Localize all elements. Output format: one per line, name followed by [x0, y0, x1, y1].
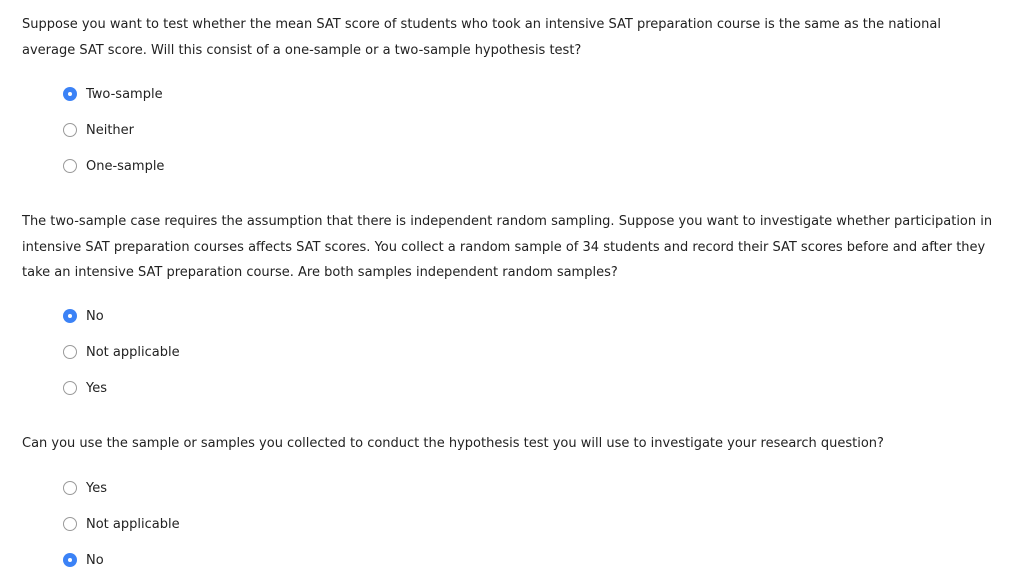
option-label: Yes — [86, 480, 107, 496]
option-label: Not applicable — [86, 516, 180, 532]
option-neither[interactable] — [63, 112, 463, 148]
option-yes[interactable] — [63, 470, 463, 506]
question-2-options — [63, 298, 463, 406]
radio-unselected-icon[interactable] — [63, 123, 77, 137]
option-not-applicable[interactable] — [63, 334, 463, 370]
radio-unselected-icon[interactable] — [63, 159, 77, 173]
option-label: Two-sample — [86, 86, 163, 102]
question-1-text: Suppose you want to test whether the mean SAT score of students who took an intensive SAT preparation course is the same as the national average SAT score. Will this consist of a one-sample or a two-sample hypothesis test? — [22, 17, 941, 58]
option-label: Yes — [86, 380, 107, 396]
option-label: No — [86, 308, 104, 324]
radio-unselected-icon[interactable] — [63, 517, 77, 531]
option-two-sample[interactable] — [63, 76, 463, 112]
option-one-sample[interactable] — [63, 148, 463, 184]
question-3-text: Can you use the sample or samples you collected to conduct the hypothesis test you will use to investigate your research question? — [22, 436, 884, 451]
question-3-options — [63, 470, 463, 578]
radio-selected-icon[interactable] — [63, 87, 77, 101]
option-label: Neither — [86, 122, 135, 138]
option-no[interactable] — [63, 542, 463, 578]
option-label: Not applicable — [86, 344, 180, 360]
radio-unselected-icon[interactable] — [63, 381, 77, 395]
question-1-options — [63, 76, 463, 184]
radio-unselected-icon[interactable] — [63, 345, 77, 359]
option-label: One-sample — [86, 158, 165, 174]
radio-unselected-icon[interactable] — [63, 481, 77, 495]
option-label: No — [86, 552, 104, 568]
radio-selected-icon[interactable] — [63, 553, 77, 567]
option-yes[interactable] — [63, 370, 463, 406]
question-2-text: The two-sample case requires the assumption that there is independent random sampling. Suppose you want to investigate whether participation in intensive SAT preparation courses affects SAT scores. You collect a random sample of 34 students and record their SAT scores before and after they take an intensive SAT preparation course. Are both samples independent random samples? — [22, 214, 993, 280]
option-not-applicable[interactable] — [63, 506, 463, 542]
option-no[interactable] — [63, 298, 463, 334]
radio-selected-icon[interactable] — [63, 309, 77, 323]
